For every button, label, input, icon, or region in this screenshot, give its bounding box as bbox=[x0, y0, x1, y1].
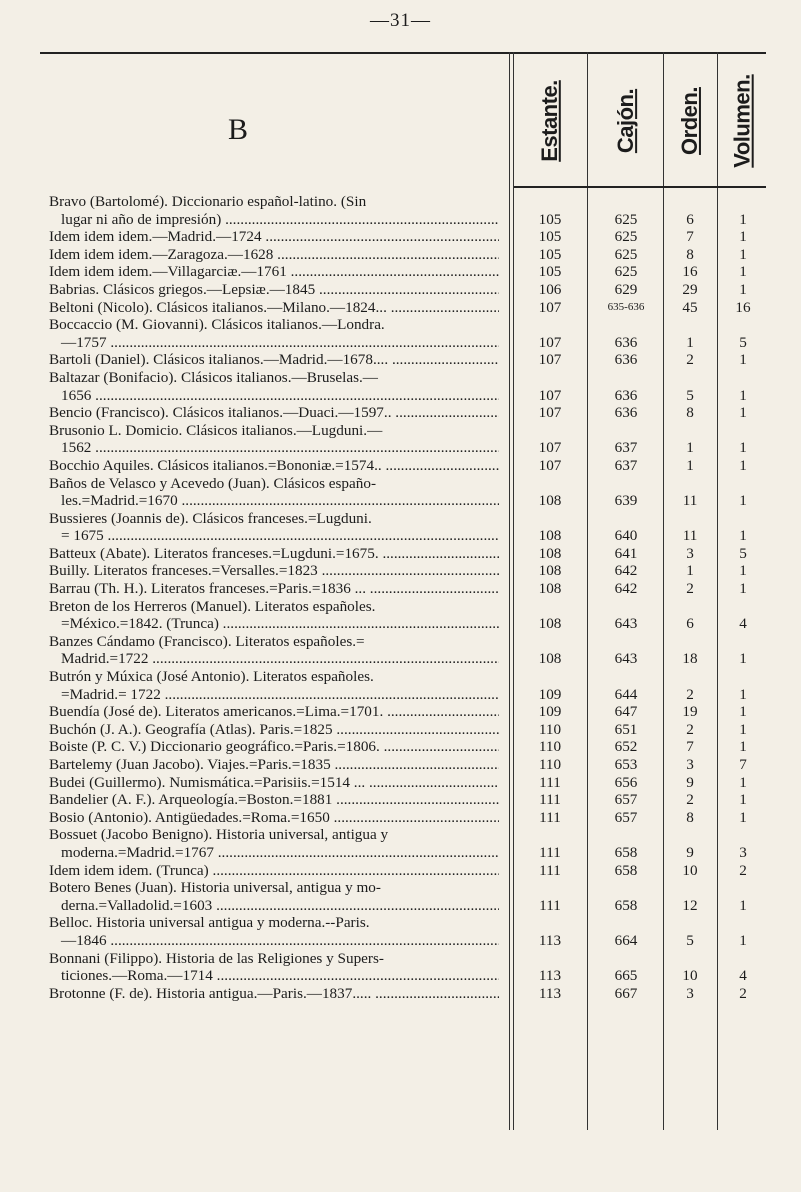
catalog-entry bbox=[0, 562, 801, 580]
cell-cajon: 637 bbox=[614, 439, 638, 457]
entry-text bbox=[49, 316, 499, 351]
entry-text bbox=[49, 791, 499, 809]
column-header-orden: Orden. bbox=[677, 87, 702, 155]
entry-text bbox=[49, 598, 499, 633]
cell-volumen: 1 bbox=[739, 210, 747, 228]
cell-estante: 113 bbox=[538, 931, 562, 949]
cell-volumen: 1 bbox=[739, 439, 747, 457]
cell-orden: 6 bbox=[686, 210, 694, 228]
cell-cajon: 639 bbox=[614, 492, 638, 510]
entry-line: Belloc. Historia universal antigua y moderna.--Paris. bbox=[49, 914, 370, 932]
entry-line: Bonnani (Filippo). Historia de las Religiones y Supers- bbox=[49, 949, 384, 967]
cell-cajon: 641 bbox=[614, 544, 638, 562]
cell-volumen: 1 bbox=[739, 404, 747, 422]
cell-orden: 2 bbox=[686, 720, 694, 738]
entry-line: moderna.=Madrid.=1767 ..... bbox=[49, 844, 499, 862]
entry-text bbox=[49, 404, 499, 422]
cell-orden: 1 bbox=[686, 439, 694, 457]
entry-line: Boccaccio (M. Giovanni). Clásicos italianos.—Londra. bbox=[49, 316, 385, 334]
cell-cajon: 625 bbox=[614, 210, 638, 228]
cell-volumen: 4 bbox=[739, 967, 747, 985]
catalog-entry bbox=[0, 879, 801, 914]
entry-text bbox=[49, 369, 499, 404]
catalog-entry bbox=[0, 826, 801, 861]
cell-volumen: 7 bbox=[739, 756, 747, 773]
entry-line: Botero Benes (Juan). Historia universal, antigua y mo- bbox=[49, 879, 381, 897]
entry-text bbox=[49, 774, 499, 792]
cell-volumen: 1 bbox=[739, 808, 747, 826]
entry-line: Bencio (Francisco). Clásicos italianos.—Duaci.—1597.. ..... bbox=[49, 404, 499, 422]
entry-line: Idem idem idem.—Zaragoza.—1628 ..... bbox=[49, 246, 499, 264]
cell-estante: 111 bbox=[539, 843, 561, 861]
cell-estante: 107 bbox=[538, 456, 562, 474]
entry-text bbox=[49, 879, 499, 914]
cell-orden: 8 bbox=[686, 808, 694, 826]
cell-volumen: 5 bbox=[739, 544, 747, 562]
catalog-entry bbox=[0, 228, 801, 246]
cell-volumen: 1 bbox=[739, 791, 747, 809]
entry-line: —1757 ..... bbox=[49, 334, 499, 352]
entry-line: Bartelemy (Juan Jacobo). Viajes.=Paris.=1835 ..... bbox=[49, 756, 499, 774]
cell-cajon: 643 bbox=[614, 650, 638, 668]
cell-cajon: 636 bbox=[614, 351, 638, 369]
catalog-entry bbox=[0, 774, 801, 792]
entry-text bbox=[49, 914, 499, 949]
cell-estante: 107 bbox=[538, 298, 562, 316]
entry-line: Batteux (Abate). Literatos franceses.=Lugduni.=1675. ..... bbox=[49, 545, 499, 563]
cell-volumen: 1 bbox=[739, 896, 747, 914]
cell-cajon: 652 bbox=[614, 738, 638, 756]
cell-volumen: 1 bbox=[739, 351, 747, 369]
catalog-entry bbox=[0, 703, 801, 721]
cell-orden: 29 bbox=[682, 280, 698, 298]
cell-cajon: 653 bbox=[614, 756, 638, 773]
entry-text bbox=[49, 422, 499, 457]
catalog-entry bbox=[0, 457, 801, 475]
cell-cajon: 637 bbox=[614, 456, 638, 474]
cell-cajon: 657 bbox=[614, 808, 638, 826]
cell-volumen: 1 bbox=[739, 228, 747, 246]
entry-text bbox=[49, 299, 499, 317]
cell-estante: 108 bbox=[538, 544, 562, 562]
entry-text bbox=[49, 703, 499, 721]
cell-estante: 111 bbox=[539, 896, 561, 914]
entry-text bbox=[49, 721, 499, 739]
entry-line: 1656 ..... bbox=[49, 387, 499, 405]
catalog-entry bbox=[0, 404, 801, 422]
entry-line: Idem idem idem.—Madrid.—1724 ..... bbox=[49, 228, 499, 246]
cell-cajon: 625 bbox=[614, 263, 638, 281]
cell-orden: 2 bbox=[686, 791, 694, 809]
cell-estante: 109 bbox=[538, 703, 562, 721]
catalog-entry bbox=[0, 299, 801, 317]
entry-text bbox=[49, 263, 499, 281]
cell-orden: 9 bbox=[686, 773, 694, 791]
cell-cajon: 642 bbox=[614, 580, 638, 598]
cell-estante: 107 bbox=[538, 351, 562, 369]
cell-orden: 3 bbox=[686, 984, 694, 1002]
entry-line: Bartoli (Daniel). Clásicos italianos.—Madrid.—1678.... ..... bbox=[49, 351, 499, 369]
catalog-entries bbox=[0, 193, 801, 1002]
cell-estante: 110 bbox=[538, 756, 562, 773]
entry-line: Babrias. Clásicos griegos.—Lepsiæ.—1845 ..... bbox=[49, 281, 499, 299]
cell-cajon: 665 bbox=[614, 967, 638, 985]
catalog-entry bbox=[0, 316, 801, 351]
cell-volumen: 4 bbox=[739, 615, 747, 633]
cell-cajon: 658 bbox=[614, 843, 638, 861]
entry-text bbox=[49, 809, 499, 827]
entry-line: Idem idem idem.—Villagarciæ.—1761 ..... bbox=[49, 263, 499, 281]
cell-cajon: 629 bbox=[614, 280, 638, 298]
entry-line: Beltoni (Nicolo). Clásicos italianos.—Milano.—1824... ..... bbox=[49, 299, 499, 317]
entry-text bbox=[49, 826, 499, 861]
entry-text bbox=[49, 351, 499, 369]
entry-line: lugar ni año de impresión) ..... bbox=[49, 211, 499, 229]
entry-line: Breton de los Herreros (Manuel). Literatos españoles. bbox=[49, 597, 376, 615]
cell-orden: 7 bbox=[686, 738, 694, 756]
cell-orden: 5 bbox=[686, 386, 694, 404]
cell-volumen: 1 bbox=[739, 492, 747, 510]
entry-line: Bosio (Antonio). Antigüedades.=Roma.=1650 ..... bbox=[49, 809, 499, 827]
cell-cajon: 658 bbox=[614, 896, 638, 914]
entry-line: Builly. Literatos franceses.=Versalles.=1823 ..... bbox=[49, 562, 499, 580]
entry-line: Bossuet (Jacobo Benigno). Historia universal, antigua y bbox=[49, 826, 389, 844]
cell-estante: 107 bbox=[538, 333, 562, 351]
cell-cajon: 656 bbox=[614, 773, 638, 791]
catalog-entry bbox=[0, 193, 801, 228]
cell-estante: 110 bbox=[538, 738, 562, 756]
entry-line: Bocchio Aquiles. Clásicos italianos.=Bononiæ.=1574.. ..... bbox=[49, 457, 499, 475]
cell-cajon: 643 bbox=[614, 615, 638, 633]
cell-estante: 107 bbox=[538, 404, 562, 422]
cell-estante: 108 bbox=[538, 492, 562, 510]
entry-line: Bravo (Bartolomé). Diccionario español-latino. (Sin bbox=[49, 193, 367, 210]
cell-volumen: 1 bbox=[739, 703, 747, 721]
entry-text bbox=[49, 228, 499, 246]
catalog-entry bbox=[0, 545, 801, 563]
cell-cajon: 644 bbox=[614, 685, 638, 703]
cell-estante: 111 bbox=[539, 861, 561, 879]
cell-volumen: 1 bbox=[739, 527, 747, 545]
entry-text bbox=[49, 668, 499, 703]
cell-orden: 3 bbox=[686, 544, 694, 562]
catalog-entry bbox=[0, 263, 801, 281]
catalog-entry bbox=[0, 510, 801, 545]
entry-line: =Madrid.= 1722 ..... bbox=[49, 686, 499, 704]
catalog-entry bbox=[0, 633, 801, 668]
catalog-entry bbox=[0, 668, 801, 703]
entry-text bbox=[49, 457, 499, 475]
catalog-entry bbox=[0, 950, 801, 985]
entry-text bbox=[49, 580, 499, 598]
cell-orden: 11 bbox=[682, 527, 698, 545]
entry-line: Buchón (J. A.). Geografía (Atlas). Paris.=1825 ..... bbox=[49, 721, 499, 739]
column-header-volumen: Volumen. bbox=[730, 74, 756, 168]
cell-estante: 111 bbox=[539, 791, 561, 809]
cell-orden: 7 bbox=[686, 228, 694, 246]
catalog-entry bbox=[0, 369, 801, 404]
cell-orden: 1 bbox=[686, 333, 694, 351]
cell-volumen: 1 bbox=[739, 263, 747, 281]
cell-volumen: 1 bbox=[739, 720, 747, 738]
cell-orden: 2 bbox=[686, 580, 694, 598]
catalog-entry bbox=[0, 422, 801, 457]
cell-orden: 19 bbox=[682, 703, 698, 721]
cell-volumen: 1 bbox=[739, 773, 747, 791]
catalog-entry bbox=[0, 598, 801, 633]
cell-orden: 2 bbox=[686, 685, 694, 703]
entry-line: Idem idem idem. (Trunca) ..... bbox=[49, 862, 499, 880]
cell-volumen: 1 bbox=[739, 245, 747, 263]
cell-orden: 6 bbox=[686, 615, 694, 633]
entry-line: 1562 ..... bbox=[49, 439, 499, 457]
entry-text bbox=[49, 510, 499, 545]
catalog-entry bbox=[0, 756, 801, 774]
entry-line: ticiones.—Roma.—1714 ..... bbox=[49, 967, 499, 985]
entry-line: Baños de Velasco y Acevedo (Juan). Clásicos españo- bbox=[49, 474, 377, 492]
cell-estante: 111 bbox=[539, 808, 561, 826]
entry-text bbox=[49, 545, 499, 563]
entry-text bbox=[49, 246, 499, 264]
entry-line: —1846 ..... bbox=[49, 932, 499, 950]
entry-text bbox=[49, 950, 499, 985]
column-header-cajon: Cajón. bbox=[612, 88, 638, 154]
cell-volumen: 1 bbox=[739, 386, 747, 404]
column-header-estante: Estante. bbox=[537, 80, 562, 162]
entry-line: Brotonne (F. de). Historia antigua.—Paris.—1837..... ..... bbox=[49, 985, 499, 1003]
cell-orden: 1 bbox=[686, 562, 694, 580]
cell-cajon: 625 bbox=[614, 245, 638, 263]
cell-volumen: 1 bbox=[739, 580, 747, 598]
cell-estante: 105 bbox=[538, 263, 562, 281]
section-letter: B bbox=[228, 113, 249, 146]
entry-text bbox=[49, 562, 499, 580]
cell-cajon: 642 bbox=[614, 562, 638, 580]
cell-cajon: 664 bbox=[614, 931, 638, 949]
cell-estante: 111 bbox=[539, 773, 561, 791]
cell-cajon: 625 bbox=[614, 228, 638, 246]
catalog-entry bbox=[0, 791, 801, 809]
entry-line: = 1675 ..... bbox=[49, 527, 499, 545]
catalog-entry bbox=[0, 246, 801, 264]
entry-line: Butrón y Múxica (José Antonio). Literatos españoles. bbox=[49, 668, 374, 686]
entry-line: Boiste (P. C. V.) Diccionario geográfico.=Paris.=1806. ..... bbox=[49, 738, 499, 756]
entry-line: Banzes Cándamo (Francisco). Literatos españoles.= bbox=[49, 632, 365, 650]
cell-orden: 12 bbox=[682, 896, 698, 914]
entry-line: Barrau (Th. H.). Literatos franceses.=Paris.=1836 ... ..... bbox=[49, 580, 499, 598]
entry-text bbox=[49, 756, 499, 774]
cell-orden: 10 bbox=[682, 861, 698, 879]
cell-volumen: 5 bbox=[739, 333, 747, 351]
cell-orden: 2 bbox=[686, 351, 694, 369]
top-rule bbox=[40, 52, 766, 54]
catalog-entry bbox=[0, 862, 801, 880]
entry-text bbox=[49, 985, 499, 1003]
catalog-entry bbox=[0, 475, 801, 510]
entry-line: Bandelier (A. F.). Arqueología.=Boston.=1881 ..... bbox=[49, 791, 499, 809]
entry-line: Budei (Guillermo). Numismática.=Parisiis.=1514 ... ..... bbox=[49, 774, 499, 792]
catalog-entry bbox=[0, 580, 801, 598]
catalog-entry bbox=[0, 351, 801, 369]
cell-orden: 16 bbox=[682, 263, 698, 281]
cell-estante: 108 bbox=[538, 580, 562, 598]
cell-volumen: 1 bbox=[739, 456, 747, 474]
cell-cajon: 651 bbox=[614, 720, 638, 738]
cell-cajon: 640 bbox=[614, 527, 638, 545]
cell-estante: 105 bbox=[538, 210, 562, 228]
cell-cajon: 657 bbox=[614, 791, 638, 809]
cell-volumen: 16 bbox=[735, 298, 751, 316]
cell-estante: 108 bbox=[538, 615, 562, 633]
entry-text bbox=[49, 862, 499, 880]
cell-orden: 3 bbox=[686, 756, 694, 773]
cell-estante: 108 bbox=[538, 650, 562, 668]
cell-cajon: 636 bbox=[614, 386, 638, 404]
catalog-entry bbox=[0, 914, 801, 949]
cell-orden: 1 bbox=[686, 456, 694, 474]
entry-line: =México.=1842. (Trunca) ..... bbox=[49, 615, 499, 633]
catalog-entry bbox=[0, 281, 801, 299]
cell-orden: 8 bbox=[686, 404, 694, 422]
cell-estante: 108 bbox=[538, 527, 562, 545]
entry-text bbox=[49, 633, 499, 668]
cell-estante: 113 bbox=[538, 984, 562, 1002]
cell-cajon: 647 bbox=[614, 703, 638, 721]
cell-volumen: 1 bbox=[739, 562, 747, 580]
catalog-entry bbox=[0, 738, 801, 756]
cell-volumen: 1 bbox=[739, 650, 747, 668]
cell-estante: 105 bbox=[538, 228, 562, 246]
cell-orden: 8 bbox=[686, 245, 694, 263]
entry-line: Bussieres (Joannis de). Clásicos franceses.=Lugduni. bbox=[49, 509, 372, 527]
cell-estante: 106 bbox=[538, 280, 562, 298]
entry-line: Baltazar (Bonifacio). Clásicos italianos.—Bruselas.— bbox=[49, 368, 378, 386]
cell-estante: 107 bbox=[538, 439, 562, 457]
cell-estante: 110 bbox=[538, 720, 562, 738]
entry-line: Buendía (José de). Literatos americanos.=Lima.=1701. ..... bbox=[49, 703, 499, 721]
cell-cajon: 667 bbox=[614, 984, 638, 1002]
cell-orden: 18 bbox=[682, 650, 698, 668]
cell-cajon: 636 bbox=[614, 404, 638, 422]
cell-estante: 108 bbox=[538, 562, 562, 580]
catalog-entry bbox=[0, 721, 801, 739]
cell-orden: 5 bbox=[686, 931, 694, 949]
entry-line: Brusonio L. Domicio. Clásicos italianos.—Lugduni.— bbox=[49, 421, 383, 439]
entry-text bbox=[49, 193, 499, 228]
cell-cajon: 635-636 bbox=[607, 300, 645, 313]
cell-volumen: 2 bbox=[739, 984, 747, 1002]
catalog-entry bbox=[0, 809, 801, 827]
cell-orden: 10 bbox=[682, 967, 698, 985]
cell-orden: 11 bbox=[682, 492, 698, 510]
entry-line: Madrid.=1722 ..... bbox=[49, 650, 499, 668]
cell-volumen: 3 bbox=[739, 843, 747, 861]
cell-volumen: 1 bbox=[739, 685, 747, 703]
cell-cajon: 636 bbox=[614, 333, 638, 351]
cell-estante: 105 bbox=[538, 245, 562, 263]
entry-line: derna.=Valladolid.=1603 ..... bbox=[49, 897, 499, 915]
entry-text bbox=[49, 281, 499, 299]
cell-estante: 109 bbox=[538, 685, 562, 703]
page-number: —31— bbox=[370, 10, 431, 31]
entry-text bbox=[49, 738, 499, 756]
cell-volumen: 1 bbox=[739, 738, 747, 756]
entry-line: les.=Madrid.=1670 ..... bbox=[49, 492, 499, 510]
header-rule bbox=[514, 186, 766, 188]
entry-text bbox=[49, 475, 499, 510]
cell-volumen: 1 bbox=[739, 931, 747, 949]
cell-volumen: 1 bbox=[739, 280, 747, 298]
cell-orden: 9 bbox=[686, 843, 694, 861]
cell-orden: 45 bbox=[682, 298, 698, 316]
cell-estante: 107 bbox=[538, 386, 562, 404]
catalog-entry bbox=[0, 985, 801, 1003]
cell-cajon: 658 bbox=[614, 861, 638, 879]
cell-volumen: 2 bbox=[739, 861, 747, 879]
cell-estante: 113 bbox=[538, 967, 562, 985]
